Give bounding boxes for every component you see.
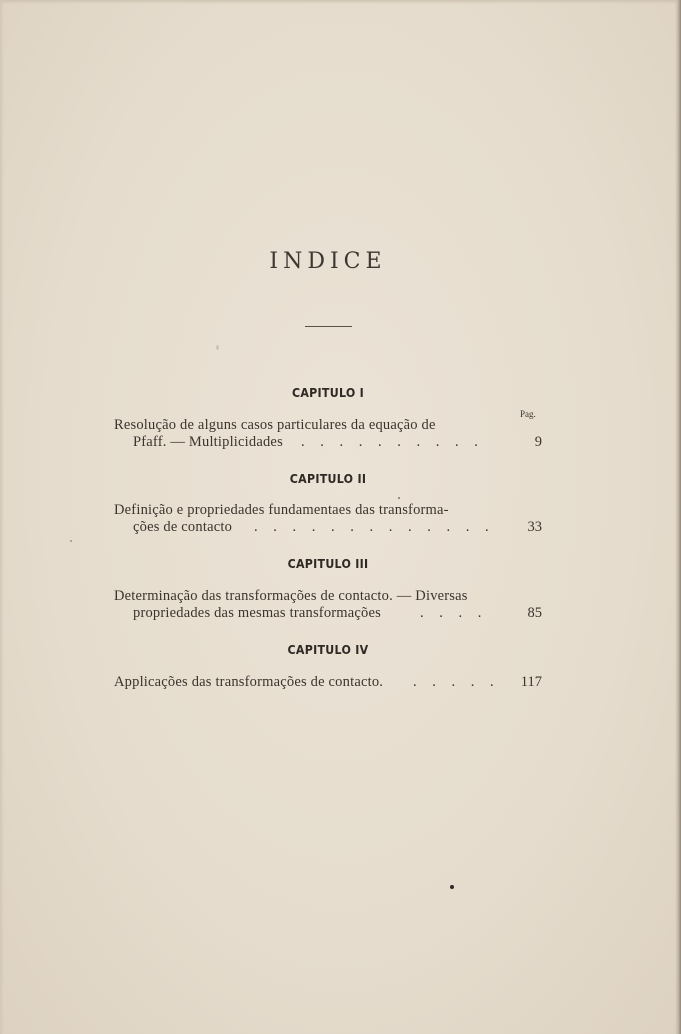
chapter-4-leader: . . . . . [413,674,500,690]
paper-speck [398,497,400,499]
chapter-2-title-line-2: ções de contacto [133,519,233,535]
paper-speck [70,540,72,542]
page-edge-right [675,0,681,1034]
chapter-2-page: 33 [527,519,542,535]
page-edge-top [0,0,681,4]
chapter-4-page: 117 [520,674,542,690]
page-column-label: Pag. [520,409,536,419]
chapter-3-heading: CAPITULO III [287,557,369,571]
chapter-1-heading: CAPITULO I [291,386,365,400]
page-edge-left [0,0,4,1034]
chapter-2-leader: . . . . . . . . . . . . . [254,519,495,535]
chapter-3-title-line-2: propriedades das mesmas transformações [133,605,381,621]
title-rule [305,326,352,327]
chapter-3-page: 85 [527,605,542,621]
chapter-3-leader: . . . . [420,605,488,621]
page-title: INDICE [269,249,387,274]
chapter-1-page: 9 [534,434,542,450]
paper-speck [216,345,219,350]
paper-speck [450,885,454,889]
chapter-2-title-line-1: Definição e propriedades fundamentaes das transforma- [114,502,449,518]
chapter-1-leader: . . . . . . . . . . [301,434,484,450]
chapter-4-heading: CAPITULO IV [287,643,369,657]
chapter-1-title-line-2: Pfaff. — Multiplicidades [133,434,283,450]
chapter-2-heading: CAPITULO II [289,472,367,486]
chapter-1-title-line-1: Resolução de alguns casos particulares da equação de [114,417,436,433]
chapter-4-title-line-1: Applicações das transformações de contacto. [114,674,384,690]
chapter-3-title-line-1: Determinação das transformações de contacto. — Diversas [114,588,468,604]
